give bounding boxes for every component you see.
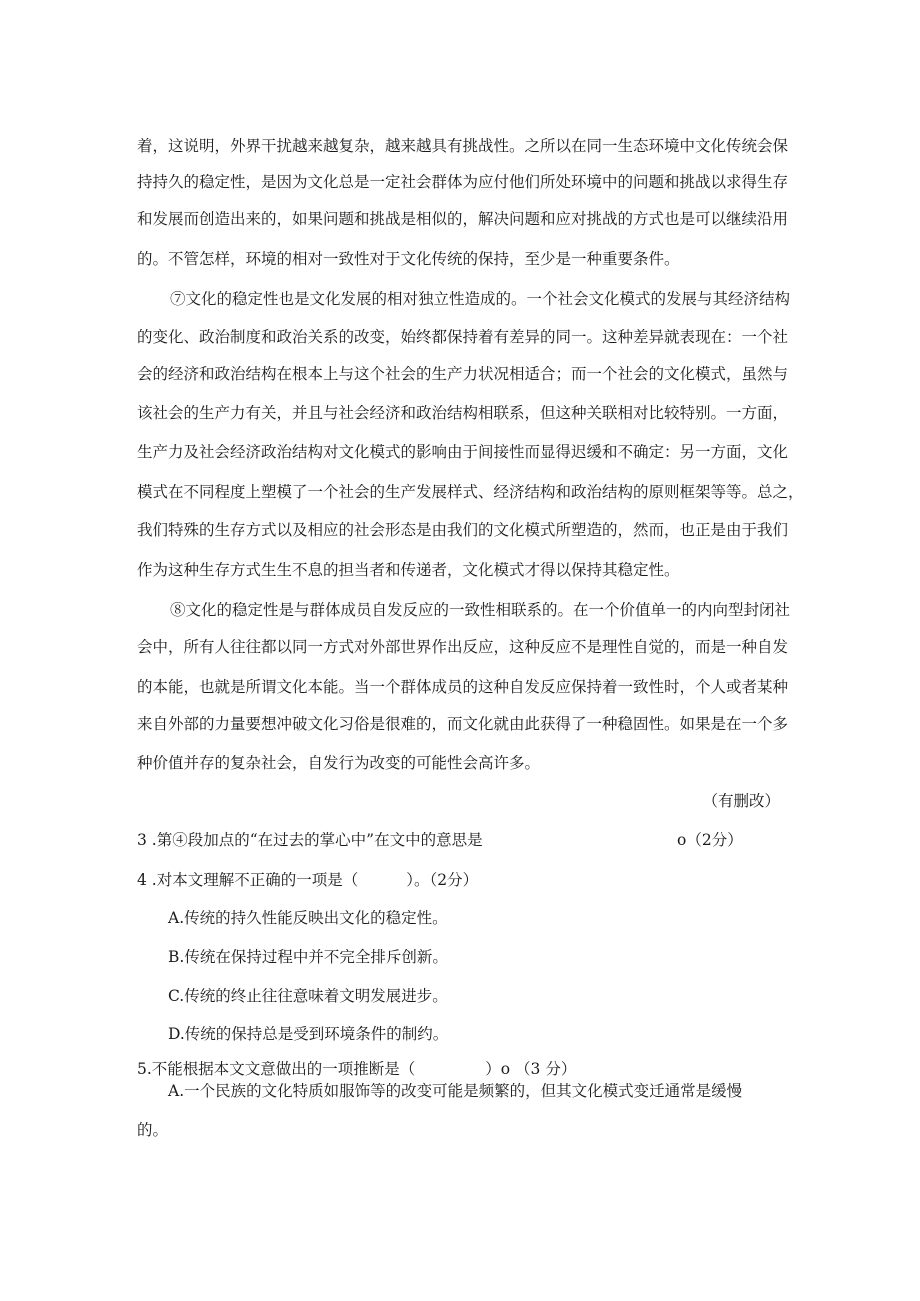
text-line: 种价值并存的复杂社会，自发行为改变的可能性会高许多。: [137, 754, 541, 772]
text-line: ⑦文化的稳定性也是文化发展的相对独立性造成的。一个社会文化模式的发展与其经济结构: [170, 290, 791, 308]
text-line: 模式在不同程度上塑模了一个社会的生产发展样式、经济结构和政治结构的原则框架等等。总之，: [137, 483, 804, 501]
option-d: D.传统的保持总是受到环境条件的制约。: [168, 1025, 449, 1043]
text-line: 的。不管怎样，环境的相对一致性对于文化传统的保持，至少是一种重要条件。: [137, 250, 680, 268]
text-line: 的变化、政治制度和政治关系的改变，始终都保持着有差异的同一。这种差异就表现在：一个社: [137, 328, 789, 346]
question-3-score: o（2分）: [677, 831, 743, 849]
text-line: 作为这种生存方式生生不息的担当者和传递者，文化模式才得以保持其稳定性。: [137, 561, 680, 579]
question-5-text: 5.不能根据本文文意做出的一项推断是（: [137, 1060, 416, 1078]
text-line: 会中，所有人往往都以同一方式对外部世界作出反应，这种反应不是理性自觉的，而是一种自发: [137, 638, 789, 656]
text-line: 该社会的生产力有关，并且与社会经济和政治结构相联系，但这种关联相对比较特别。一方面，: [137, 404, 789, 422]
text-line: 持持久的稳定性，是因为文化总是一定社会群体为应付他们所处环境中的问题和挑战以求得生存: [137, 173, 789, 191]
option-c: C.传统的终止往往意味着文明发展进步。: [168, 987, 448, 1005]
question-3-text: 3 .第④段加点的“在过去的掌心中”在文中的意思是: [137, 831, 483, 849]
question-3: [137, 830, 483, 850]
text-line: 的本能，也就是所谓文化本能。当一个群体成员的这种自发反应保持着一致性时，个人或者某种: [137, 678, 789, 696]
text-line: ⑧文化的稳定性是与群体成员自发反应的一致性相联系的。在一个价值单一的内向型封闭社: [170, 601, 791, 619]
text-line: 生产力及社会经济政治结构对文化模式的影响由于间接性而显得迟缓和不确定：另一方面，文化: [137, 443, 789, 461]
text-line: 会的经济和政治结构在根本上与这个社会的生产力状况相适合；而一个社会的文化模式，虽然与: [137, 365, 789, 383]
text-line: 和发展而创造出来的，如果问题和挑战是相似的，解决问题和应对挑战的方式也是可以继续沿用: [137, 210, 789, 228]
text-line: 我们特殊的生存方式以及相应的社会形态是由我们的文化模式所塑造的，然而，也正是由于我们: [137, 521, 789, 539]
option-a: A.一个民族的文化特质如服饰等的改变可能是频繁的，但其文化模式变迁通常是缓慢: [168, 1082, 743, 1100]
option-b: B.传统在保持过程中并不完全排斥创新。: [168, 948, 448, 966]
option-a: A.传统的持久性能反映出文化的稳定性。: [168, 909, 448, 927]
question-4-score: ）。（2分）: [406, 871, 479, 889]
question-5-score: ）o （3 分）: [485, 1060, 577, 1078]
source-note: （有删改）: [702, 792, 780, 810]
question-5: [137, 1059, 576, 1079]
text-line: 着，这说明，外界干扰越来越复杂，越来越具有挑战性。之所以在同一生态环境中文化传统会保: [137, 137, 789, 155]
question-4: [137, 870, 478, 890]
option-a-continued: 的。: [137, 1121, 169, 1139]
question-4-text: 4 .对本文理解不正确的一项是（: [137, 871, 359, 889]
text-line: 来自外部的力量要想冲破文化习俗是很难的，而文化就由此获得了一种稳固性。如果是在一个多: [137, 715, 789, 733]
